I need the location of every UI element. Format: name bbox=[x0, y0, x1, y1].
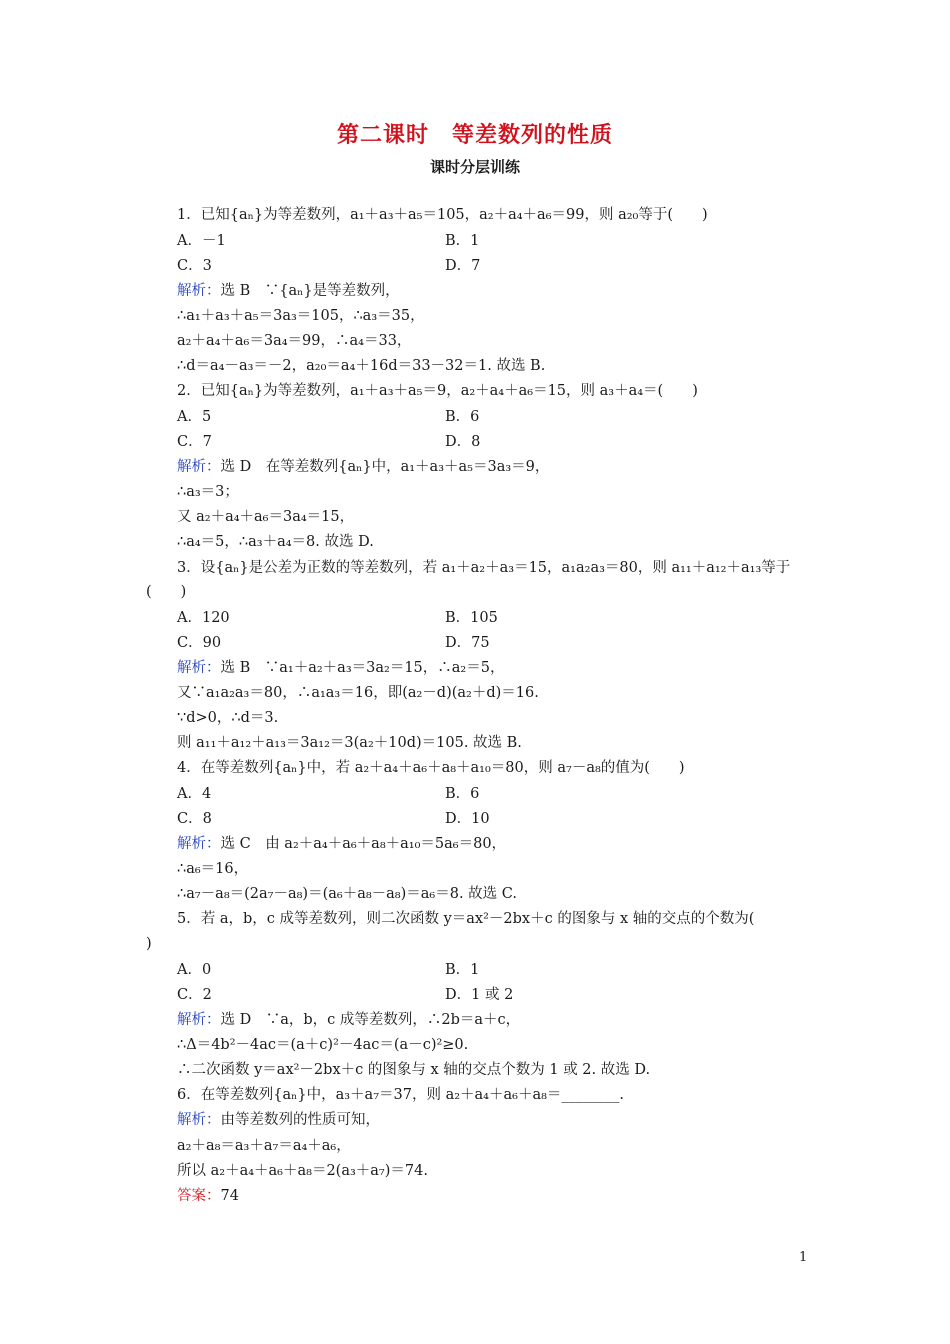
text-line bbox=[177, 733, 522, 753]
line-text: 4．在等差数列{aₙ}中，若 a₂＋a₄＋a₆＋a₈＋a₁₀＝80，则 a₇－a₈的值为( ) bbox=[177, 760, 685, 776]
option-text: D．10 bbox=[445, 811, 490, 827]
text-line bbox=[177, 658, 504, 678]
line-text: 74 bbox=[220, 1188, 239, 1204]
text-line bbox=[177, 1136, 351, 1156]
line-text: 6．在等差数列{aₙ}中，a₃＋a₇＝37，则 a₂＋a₄＋a₆＋a₈＝________. bbox=[177, 1087, 625, 1103]
option-text: B．6 bbox=[445, 409, 480, 425]
text-line bbox=[146, 582, 186, 602]
line-text: ∴a₁＋a₃＋a₅＝3a₃＝105，∴a₃＝35， bbox=[177, 308, 425, 324]
solution-label: 解析： bbox=[177, 660, 221, 676]
text-line bbox=[177, 532, 374, 552]
text-line bbox=[177, 1060, 650, 1080]
text-line bbox=[177, 909, 754, 929]
line-text: ( ) bbox=[146, 584, 187, 600]
line-text: C．8 bbox=[177, 811, 212, 827]
text-line bbox=[177, 205, 708, 225]
text-line bbox=[177, 558, 790, 578]
line-text: ) bbox=[146, 936, 152, 952]
option-text: D．7 bbox=[445, 258, 481, 274]
solution-label: 解析： bbox=[177, 459, 221, 475]
line-text: C．2 bbox=[177, 987, 212, 1003]
line-text: ∴d＝a₄－a₃＝－2，a₂₀＝a₄＋16d＝33－32＝1. 故选 B. bbox=[177, 358, 546, 374]
line-text: ∵d>0，∴d＝3. bbox=[177, 710, 279, 726]
line-text: C．7 bbox=[177, 434, 212, 450]
text-line bbox=[146, 934, 152, 954]
line-text: ∴a₃＝3； bbox=[177, 484, 239, 500]
answer-label: 答案： bbox=[177, 1188, 221, 1204]
option-text: D．75 bbox=[445, 635, 490, 651]
line-text: ∴a₇－a₈＝(2a₇－a₈)＝(a₆＋a₈－a₈)＝a₆＝8. 故选 C. bbox=[177, 886, 517, 902]
text-line bbox=[177, 1110, 380, 1130]
option-text: B．1 bbox=[445, 962, 480, 978]
text-line bbox=[177, 1035, 468, 1055]
line-text: 选 D ∵a，b，c 成等差数列，∴2b＝a＋c， bbox=[220, 1012, 521, 1028]
option-text: B．1 bbox=[445, 233, 480, 249]
text-line bbox=[177, 1085, 624, 1105]
line-text: A．5 bbox=[177, 409, 212, 425]
line-text: 又∵a₁a₂a₃＝80，∴a₁a₃＝16，即(a₂－d)(a₂＋d)＝16. bbox=[177, 685, 539, 701]
line-text: C．3 bbox=[177, 258, 212, 274]
line-text: A．－1 bbox=[177, 233, 226, 249]
line-text: ∴二次函数 y＝ax²－2bx＋c 的图象与 x 轴的交点个数为 1 或 2. 故选 D. bbox=[177, 1062, 651, 1078]
line-text: ∴a₄＝5，∴a₃＋a₄＝8. 故选 D. bbox=[177, 534, 374, 550]
text-line bbox=[177, 1186, 239, 1206]
line-text: 1．已知{aₙ}为等差数列，a₁＋a₃＋a₅＝105，a₂＋a₄＋a₆＝99，则 a₂₀等于( ) bbox=[177, 207, 708, 223]
text-line bbox=[177, 1161, 428, 1181]
text-line bbox=[177, 381, 698, 401]
text-line bbox=[177, 356, 545, 376]
text-line bbox=[177, 331, 411, 351]
text-line bbox=[177, 507, 354, 527]
option-text: B．6 bbox=[445, 786, 480, 802]
line-text: A．120 bbox=[177, 610, 230, 626]
solution-label: 解析： bbox=[177, 283, 221, 299]
text-line bbox=[177, 960, 211, 980]
text-line bbox=[177, 231, 226, 251]
line-text: 2．已知{aₙ}为等差数列，a₁＋a₃＋a₅＝9，a₂＋a₄＋a₆＝15，则 a₃＋a₄＝( ) bbox=[177, 383, 698, 399]
text-line bbox=[177, 1010, 520, 1030]
line-text: 则 a₁₁＋a₁₂＋a₁₃＝3a₁₂＝3(a₂＋10d)＝105. 故选 B. bbox=[177, 735, 522, 751]
text-line bbox=[177, 306, 425, 326]
text-line bbox=[177, 884, 517, 904]
text-line bbox=[177, 859, 248, 879]
page-number: 1 bbox=[799, 1250, 808, 1265]
line-text: 由等差数列的性质可知， bbox=[220, 1112, 380, 1128]
line-text: 选 D 在等差数列{aₙ}中，a₁＋a₃＋a₅＝3a₃＝9， bbox=[220, 459, 550, 475]
text-line bbox=[177, 482, 239, 502]
line-text: 选 B ∵a₁＋a₂＋a₃＝3a₂＝15，∴a₂＝5， bbox=[220, 660, 505, 676]
solution-label: 解析： bbox=[177, 1112, 221, 1128]
line-text: C．90 bbox=[177, 635, 222, 651]
solution-label: 解析： bbox=[177, 1012, 221, 1028]
text-line bbox=[177, 708, 278, 728]
text-line bbox=[177, 608, 230, 628]
line-text: a₂＋a₈＝a₃＋a₇＝a₄＋a₆， bbox=[177, 1138, 351, 1154]
line-text: a₂＋a₄＋a₆＝3a₄＝99，∴a₄＝33， bbox=[177, 333, 412, 349]
option-text: D．8 bbox=[445, 434, 481, 450]
line-text: 所以 a₂＋a₄＋a₆＋a₈＝2(a₃＋a₇)＝74. bbox=[177, 1163, 428, 1179]
text-line bbox=[177, 784, 211, 804]
text-line bbox=[177, 457, 549, 477]
line-text: ∴Δ＝4b²－4ac＝(a＋c)²－4ac＝(a－c)²≥0. bbox=[177, 1037, 469, 1053]
page-subtitle: 课时分层训练 bbox=[429, 158, 520, 176]
line-text: 选 B ∵{aₙ}是等差数列， bbox=[220, 283, 400, 299]
line-text: 3．设{aₙ}是公差为正数的等差数列，若 a₁＋a₂＋a₃＝15，a₁a₂a₃＝80，则 a₁₁＋a₁₂＋a₁₃等于 bbox=[177, 560, 791, 576]
solution-label: 解析： bbox=[177, 836, 221, 852]
text-line bbox=[177, 758, 685, 778]
option-text: D．1 或 2 bbox=[445, 987, 514, 1003]
line-text: ∴a₆＝16， bbox=[177, 861, 249, 877]
text-line bbox=[177, 432, 212, 452]
option-text: B．105 bbox=[445, 610, 498, 626]
line-text: A．4 bbox=[177, 786, 212, 802]
line-text: 又 a₂＋a₄＋a₆＝3a₄＝15， bbox=[177, 509, 355, 525]
text-line bbox=[177, 809, 212, 829]
text-line bbox=[177, 256, 212, 276]
text-line bbox=[177, 407, 211, 427]
line-text: A．0 bbox=[177, 962, 212, 978]
text-line bbox=[177, 683, 539, 703]
text-line bbox=[177, 834, 506, 854]
text-line bbox=[177, 281, 400, 301]
page-title: 第二课时 等差数列的性质 bbox=[336, 122, 613, 148]
text-line bbox=[177, 985, 212, 1005]
line-text: 选 C 由 a₂＋a₄＋a₆＋a₈＋a₁₀＝5a₆＝80， bbox=[220, 836, 507, 852]
text-line bbox=[177, 633, 221, 653]
line-text: 5．若 a，b，c 成等差数列，则二次函数 y＝ax²－2bx＋c 的图象与 x 轴的交点的个数为( bbox=[177, 911, 755, 927]
